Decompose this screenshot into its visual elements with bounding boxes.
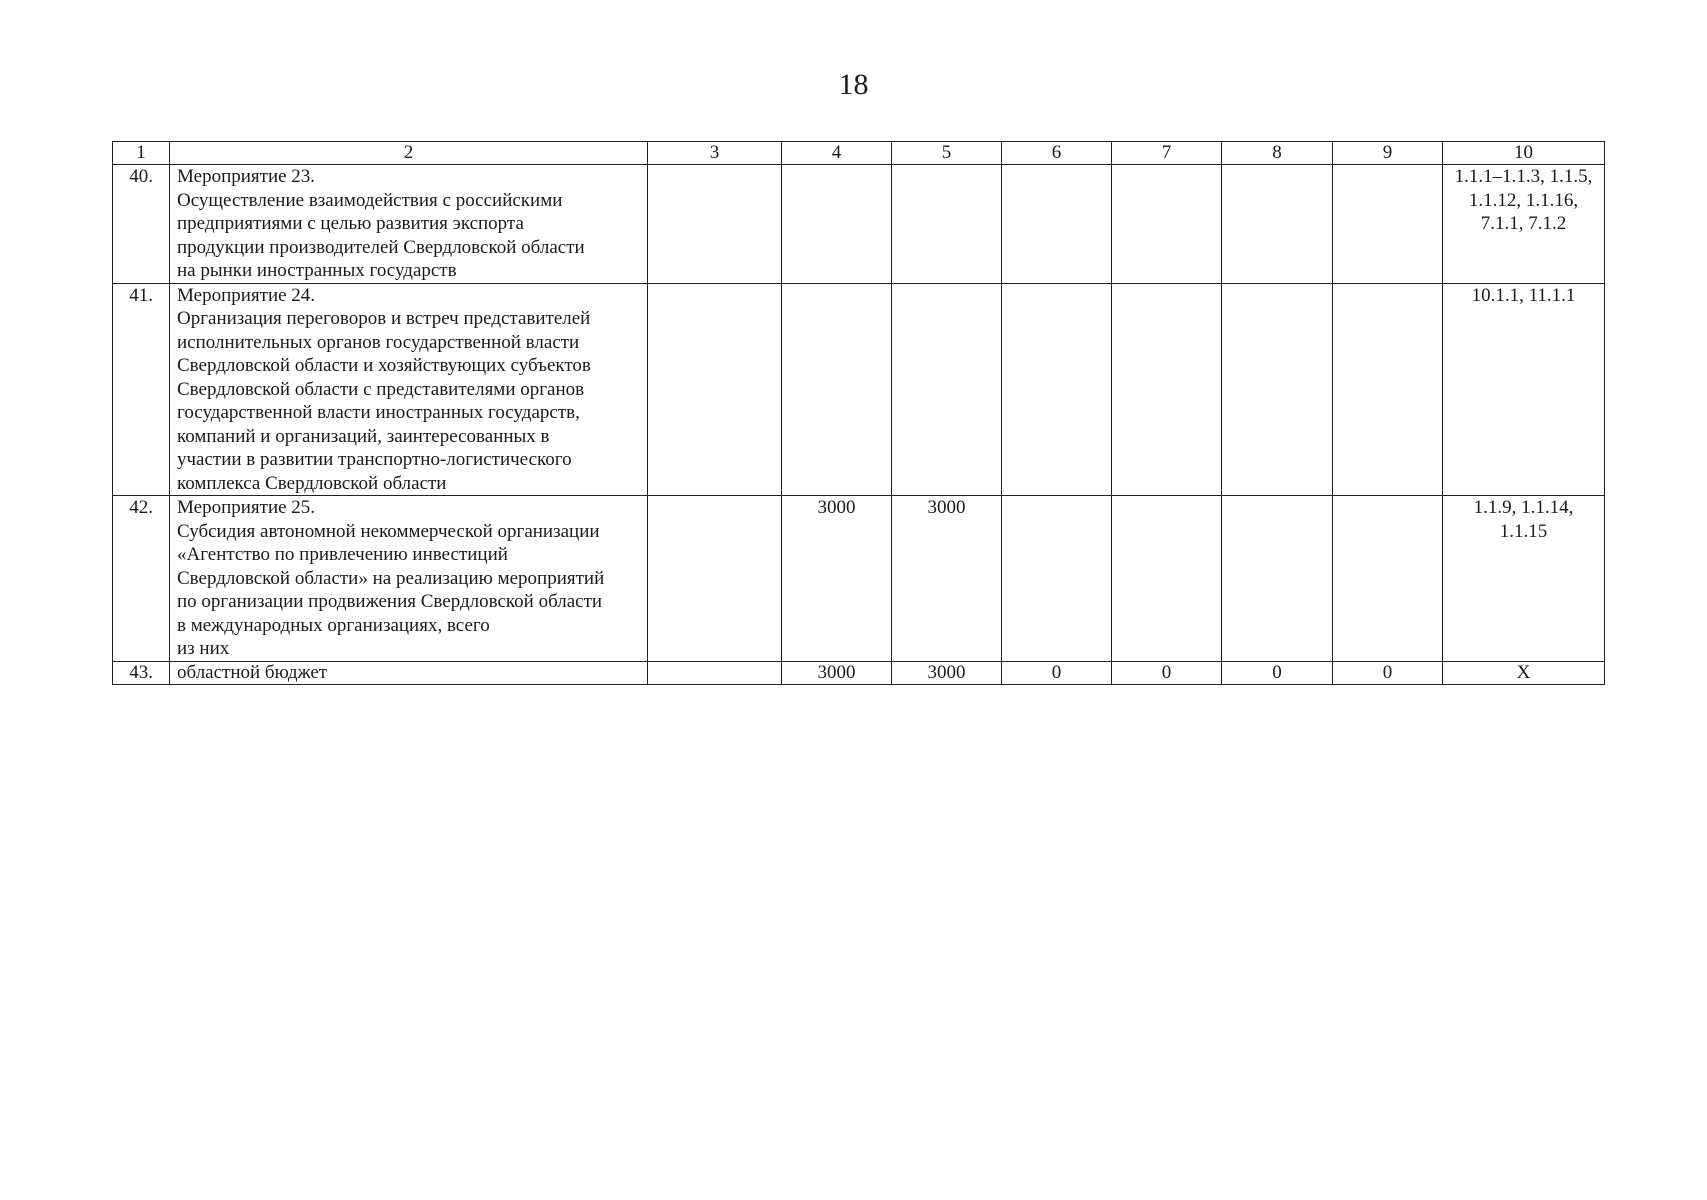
row-number: 41. bbox=[113, 283, 170, 496]
measures-table bbox=[112, 141, 1605, 685]
description-line: по организации продвижения Свердловской области bbox=[177, 591, 603, 612]
cell-col-6 bbox=[1002, 496, 1112, 662]
refs-line: X bbox=[1516, 661, 1531, 683]
refs-line: 1.1.1–1.1.3, 1.1.5, bbox=[1454, 166, 1593, 187]
description-line: Мероприятие 25. bbox=[177, 497, 316, 518]
cell-col-8: 0 bbox=[1222, 661, 1333, 684]
measure-description bbox=[170, 165, 648, 284]
target-indicator-refs bbox=[1443, 283, 1605, 496]
cell-col-4: 3000 bbox=[782, 661, 892, 684]
description-line: в международных организациях, всего bbox=[177, 614, 490, 636]
cell-col-5 bbox=[892, 165, 1002, 284]
measure-description bbox=[170, 283, 648, 496]
column-header-7: 7 bbox=[1112, 142, 1222, 165]
cell-col-9 bbox=[1333, 283, 1443, 496]
cell-col-9 bbox=[1333, 496, 1443, 662]
column-header-8: 8 bbox=[1222, 142, 1333, 165]
row-number: 40. bbox=[113, 165, 170, 284]
column-header-5: 5 bbox=[892, 142, 1002, 165]
row-number: 42. bbox=[113, 496, 170, 662]
cell-col-5: 3000 bbox=[892, 496, 1002, 662]
measure-description bbox=[170, 496, 648, 662]
cell-col-6: 0 bbox=[1002, 661, 1112, 684]
target-indicator-refs bbox=[1443, 165, 1605, 284]
description-line: Мероприятие 23. bbox=[177, 166, 316, 187]
description-line: государственной власти иностранных государств, bbox=[177, 402, 580, 423]
cell-col-3 bbox=[648, 661, 782, 684]
description-line: Осуществление взаимодействия с российскими bbox=[177, 189, 563, 211]
description-line: компаний и организаций, заинтересованных в bbox=[177, 425, 550, 447]
cell-col-7 bbox=[1112, 165, 1222, 284]
cell-col-7 bbox=[1112, 496, 1222, 662]
column-header-1: 1 bbox=[113, 142, 170, 165]
cell-col-7 bbox=[1112, 283, 1222, 496]
column-header-10: 10 bbox=[1443, 142, 1605, 165]
description-line: Организация переговоров и встреч представителей bbox=[177, 308, 591, 329]
cell-col-6 bbox=[1002, 165, 1112, 284]
row-number: 43. bbox=[113, 661, 170, 684]
description-line: на рынки иностранных государств bbox=[177, 260, 457, 281]
refs-line: 1.1.9, 1.1.14, bbox=[1473, 497, 1574, 518]
column-header-2: 2 bbox=[170, 142, 648, 165]
column-header-6: 6 bbox=[1002, 142, 1112, 165]
table-row bbox=[113, 496, 1605, 662]
target-indicator-refs bbox=[1443, 661, 1605, 684]
refs-line: 1.1.12, 1.1.16, bbox=[1468, 189, 1579, 211]
column-header-9: 9 bbox=[1333, 142, 1443, 165]
refs-line: 10.1.1, 11.1.1 bbox=[1471, 284, 1576, 306]
description-line: «Агентство по привлечению инвестиций bbox=[177, 544, 508, 565]
description-line: Свердловской области» на реализацию мероприятий bbox=[177, 567, 605, 589]
cell-col-8 bbox=[1222, 283, 1333, 496]
column-number-row bbox=[113, 142, 1605, 165]
cell-col-4: 3000 bbox=[782, 496, 892, 662]
refs-line: 7.1.1, 7.1.2 bbox=[1480, 213, 1567, 234]
description-line: комплекса Свердловской области bbox=[177, 472, 447, 494]
cell-col-5: 3000 bbox=[892, 661, 1002, 684]
description-line: предприятиями с целью развития экспорта bbox=[177, 213, 524, 234]
cell-col-8 bbox=[1222, 496, 1333, 662]
page-number: 18 bbox=[838, 68, 869, 101]
description-line: Мероприятие 24. bbox=[177, 284, 316, 306]
description-line: продукции производителей Свердловской области bbox=[177, 236, 585, 258]
cell-col-6 bbox=[1002, 283, 1112, 496]
table-row bbox=[113, 165, 1605, 284]
measure-description bbox=[170, 661, 648, 684]
description-line: Субсидия автономной некоммерческой организации bbox=[177, 520, 600, 542]
description-line: участии в развитии транспортно-логистического bbox=[177, 449, 572, 470]
target-indicator-refs bbox=[1443, 496, 1605, 662]
table-row bbox=[113, 283, 1605, 496]
column-header-3: 3 bbox=[648, 142, 782, 165]
cell-col-3 bbox=[648, 165, 782, 284]
table-row bbox=[113, 661, 1605, 684]
refs-line: 1.1.15 bbox=[1499, 520, 1548, 542]
description-line: из них bbox=[177, 638, 230, 659]
cell-col-5 bbox=[892, 283, 1002, 496]
cell-col-4 bbox=[782, 283, 892, 496]
cell-col-8 bbox=[1222, 165, 1333, 284]
description-line: областной бюджет bbox=[177, 661, 328, 683]
cell-col-7: 0 bbox=[1112, 661, 1222, 684]
cell-col-3 bbox=[648, 496, 782, 662]
cell-col-3 bbox=[648, 283, 782, 496]
description-line: Свердловской области и хозяйствующих субъектов bbox=[177, 355, 591, 376]
description-line: исполнительных органов государственной власти bbox=[177, 331, 580, 353]
cell-col-4 bbox=[782, 165, 892, 284]
cell-col-9: 0 bbox=[1333, 661, 1443, 684]
description-line: Свердловской области с представителями органов bbox=[177, 378, 585, 400]
column-header-4: 4 bbox=[782, 142, 892, 165]
cell-col-9 bbox=[1333, 165, 1443, 284]
